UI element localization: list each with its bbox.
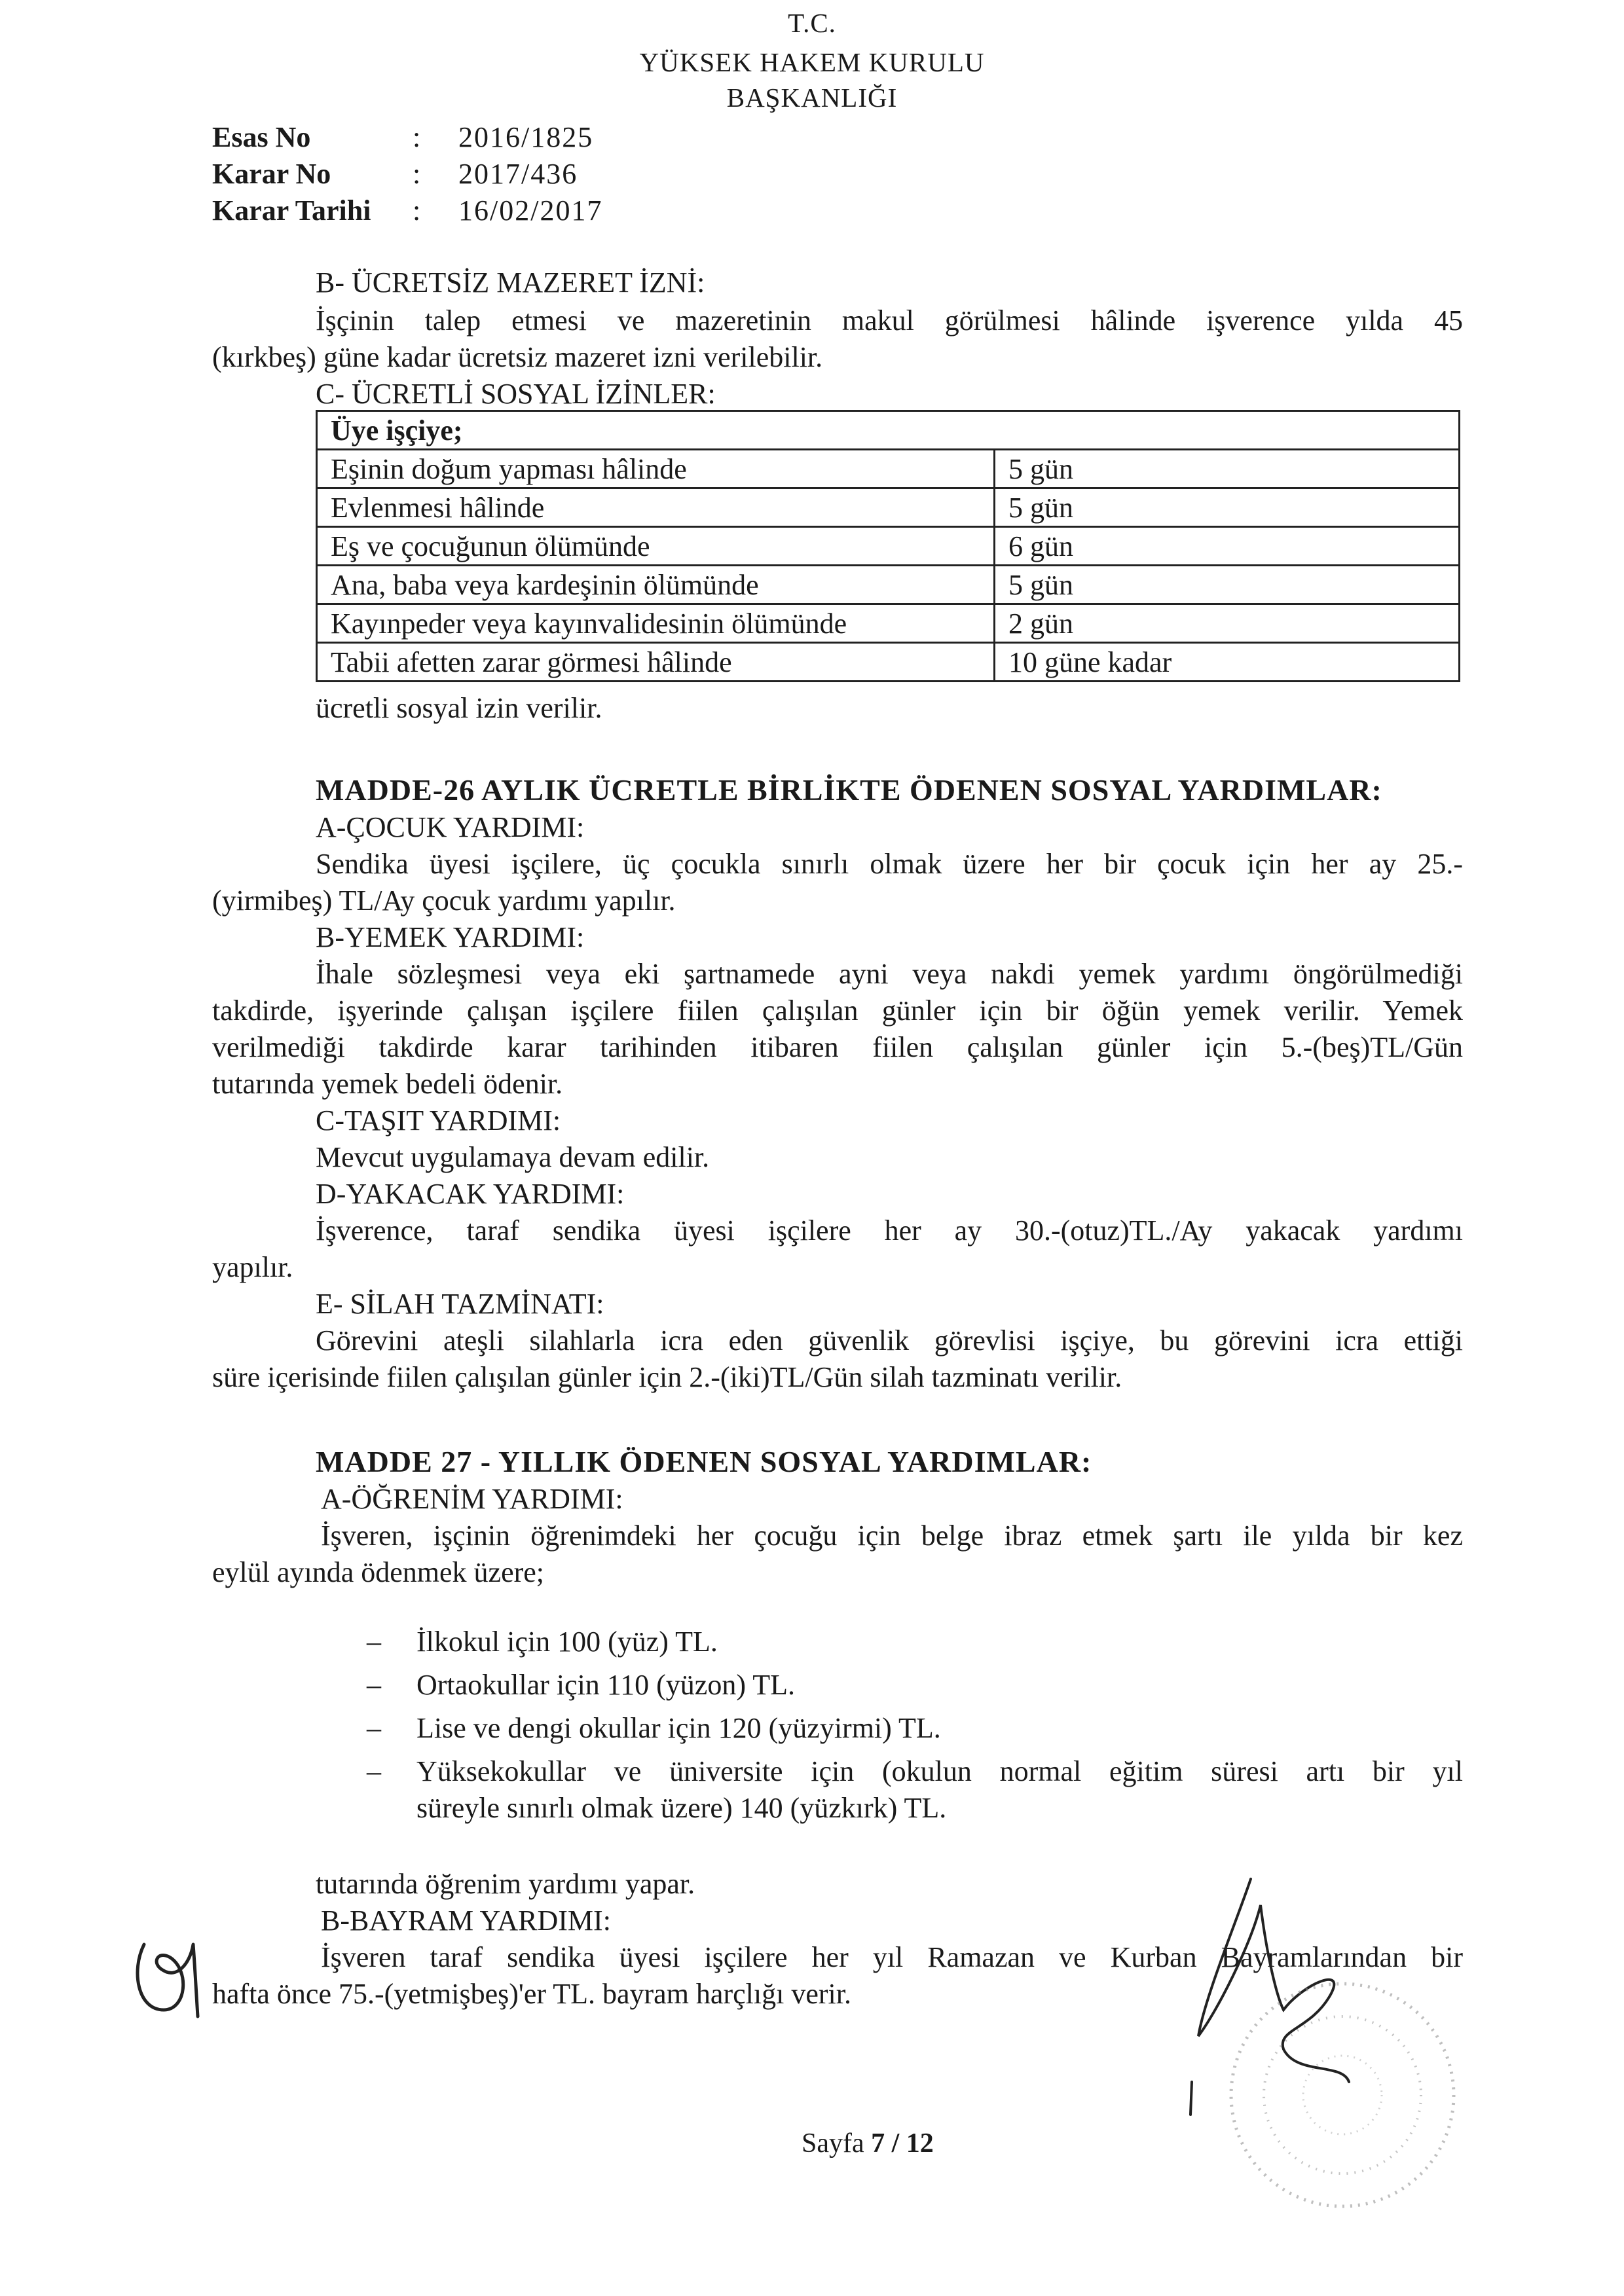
subsection-title-fuel-aid: D-YAKACAK YARDIMI:	[316, 1178, 625, 1210]
paragraph-line: Mevcut uygulamaya devam edilir.	[316, 1141, 710, 1173]
table-cell-days: 5 gün	[995, 450, 1460, 488]
list-item: Ortaokullar için 110 (yüzon) TL.	[416, 1669, 795, 1701]
header-country: T.C.	[788, 8, 836, 38]
official-stamp-icon	[1211, 1964, 1473, 2226]
table-cell-case: Eş ve çocuğunun ölümünde	[317, 527, 995, 566]
meta-colon: :	[413, 121, 421, 153]
subsection-title-transport-aid: C-TAŞIT YARDIMI:	[316, 1104, 561, 1137]
page-number-value: 7 / 12	[871, 2128, 934, 2159]
table-cell-case: Ana, baba veya kardeşinin ölümünde	[317, 566, 995, 604]
page-label: Sayfa	[802, 2128, 864, 2159]
list-dash: –	[367, 1712, 381, 1744]
page-number	[802, 2128, 934, 2159]
table-cell-days: 6 gün	[995, 527, 1460, 566]
table-header-label: Üye işçiye;	[331, 414, 463, 446]
paragraph-line: Sendika üyesi işçilere, üç çocukla sınırlı olmak üzere her bir çocuk için her ay 25.-	[316, 848, 1463, 880]
meta-label-karar: Karar No	[212, 158, 331, 190]
table-header-row	[317, 411, 1460, 450]
table-cell-days: 5 gün	[995, 488, 1460, 527]
table-header-cell	[317, 411, 1460, 450]
meta-colon: :	[413, 194, 421, 227]
list-dash: –	[367, 1755, 381, 1787]
subsection-title-weapon-allowance: E- SİLAH TAZMİNATI:	[316, 1288, 604, 1320]
table-row	[317, 527, 1460, 566]
section-title-paid-leave: C- ÜCRETLİ SOSYAL İZİNLER:	[316, 378, 716, 410]
paragraph-line: İşveren, işçinin öğrenimdeki her çocuğu için belge ibraz etmek şartı ile yılda bir kez	[321, 1520, 1463, 1552]
table-cell-case: Tabii afetten zarar görmesi hâlinde	[317, 643, 995, 682]
paragraph-line: tutarında yemek bedeli ödenir.	[212, 1068, 563, 1100]
subsection-title-holiday-aid: B-BAYRAM YARDIMI:	[321, 1904, 611, 1937]
meta-value-esas: 2016/1825	[458, 121, 594, 153]
meta-value-tarih: 16/02/2017	[458, 194, 603, 227]
table-row	[317, 643, 1460, 682]
list-dash: –	[367, 1626, 381, 1658]
subsection-title-meal-aid: B-YEMEK YARDIMI:	[316, 921, 585, 953]
table-cell-days: 10 güne kadar	[995, 643, 1460, 682]
table-footer-text: ücretli sosyal izin verilir.	[316, 692, 602, 724]
paragraph-line: eylül ayında ödenmek üzere;	[212, 1556, 545, 1588]
paragraph-line: yapılır.	[212, 1251, 293, 1283]
paragraph-line: süre içerisinde fiilen çalışılan günler için 2.-(iki)TL/Gün silah tazminatı verilir.	[212, 1361, 1122, 1393]
list-item: Lise ve dengi okullar için 120 (yüzyirmi) TL.	[416, 1712, 941, 1744]
paragraph-line: verilmediği takdirde karar tarihinden itibaren fiilen çalışılan günler için 5.-(beş)TL/Gün	[212, 1031, 1463, 1063]
paragraph-line: hafta önce 75.-(yetmişbeş)'er TL. bayram harçlığı verir.	[212, 1978, 851, 2010]
table-row	[317, 566, 1460, 604]
section-title-unpaid-leave: B- ÜCRETSİZ MAZERET İZNİ:	[316, 266, 705, 299]
table-row	[317, 450, 1460, 488]
table-cell-case: Evlenmesi hâlinde	[317, 488, 995, 527]
table-row	[317, 488, 1460, 527]
table-cell-case: Eşinin doğum yapması hâlinde	[317, 450, 995, 488]
header-office: BAŞKANLIĞI	[726, 82, 898, 113]
table-cell-days: 5 gün	[995, 566, 1460, 604]
paid-leave-table	[316, 410, 1460, 682]
meta-value-karar: 2017/436	[458, 158, 578, 190]
meta-colon: :	[413, 158, 421, 190]
list-item: Yüksekokullar ve üniversite için (okulun normal eğitim süresi artı bir yıl	[416, 1755, 1463, 1787]
meta-label-esas: Esas No	[212, 121, 311, 153]
table-cell-case: Kayınpeder veya kayınvalidesinin ölümünde	[317, 604, 995, 643]
article-27-title: MADDE 27 - YILLIK ÖDENEN SOSYAL YARDIMLAR:	[316, 1445, 1092, 1478]
subsection-title-education-aid: A-ÖĞRENİM YARDIMI:	[321, 1483, 623, 1515]
paragraph-line: tutarında öğrenim yardımı yapar.	[316, 1868, 695, 1900]
paragraph-line: İşverence, taraf sendika üyesi işçilere her ay 30.-(otuz)TL./Ay yakacak yardımı	[316, 1214, 1463, 1247]
meta-label-tarih: Karar Tarihi	[212, 194, 371, 227]
paragraph-line: takdirde, işyerinde çalışan işçilere fiilen çalışılan günler için bir öğün yemek verilir. Yemek	[212, 994, 1463, 1027]
paragraph-line: İhale sözleşmesi veya eki şartnamede ayni veya nakdi yemek yardımı öngörülmediği	[316, 958, 1463, 990]
paragraph-line: İşçinin talep etmesi ve mazeretinin makul görülmesi hâlinde işverence yılda 45	[316, 304, 1463, 337]
list-item: İlkokul için 100 (yüz) TL.	[416, 1626, 718, 1658]
header-institution: YÜKSEK HAKEM KURULU	[639, 47, 985, 77]
paragraph-line: (yirmibeş) TL/Ay çocuk yardımı yapılır.	[212, 884, 676, 917]
list-item-continuation: süreyle sınırlı olmak üzere) 140 (yüzkırk) TL.	[416, 1792, 947, 1824]
paragraph-line: Görevini ateşli silahlarla icra eden güvenlik görevlisi işçiye, bu görevini icra ettiği	[316, 1324, 1463, 1357]
paragraph-line: (kırkbeş) güne kadar ücretsiz mazeret izni verilebilir.	[212, 341, 823, 373]
table-row	[317, 604, 1460, 643]
handwritten-initial-icon	[124, 1918, 216, 2023]
table-cell-days: 2 gün	[995, 604, 1460, 643]
paragraph-line: İşveren taraf sendika üyesi işçilere her yıl Ramazan ve Kurban Bayramlarından bir	[321, 1941, 1463, 1973]
list-dash: –	[367, 1669, 381, 1701]
article-26-title: MADDE-26 AYLIK ÜCRETLE BİRLİKTE ÖDENEN SOSYAL YARDIMLAR:	[316, 773, 1382, 807]
subsection-title-child-aid: A-ÇOCUK YARDIMI:	[316, 811, 585, 843]
